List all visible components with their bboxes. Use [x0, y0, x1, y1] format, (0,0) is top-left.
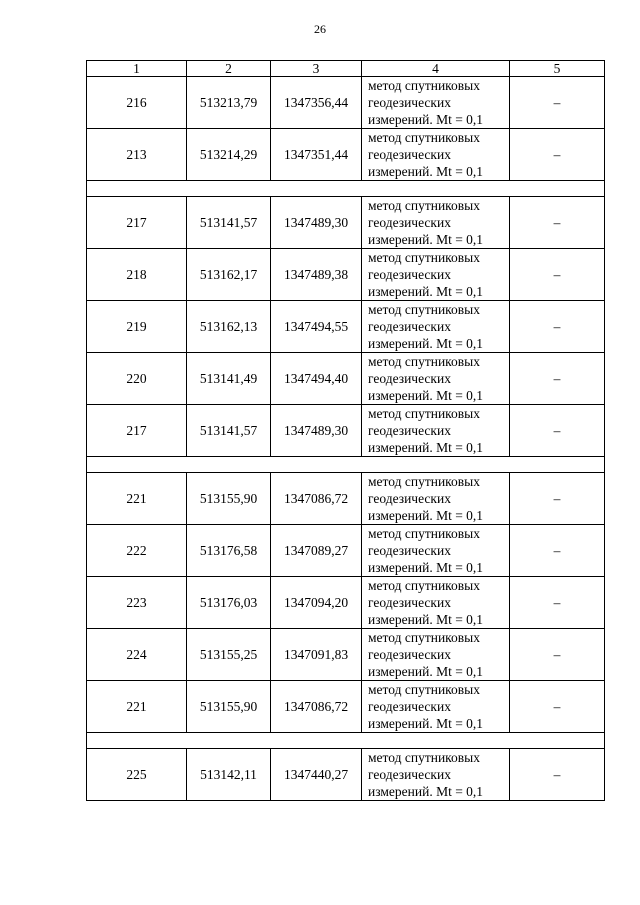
point-number-cell: 216: [87, 77, 187, 129]
method-cell: метод спутниковых геодезических измерений. Mt = 0,1: [362, 301, 510, 353]
table-row: [87, 197, 605, 249]
y-coordinate-cell: 1347489,30: [271, 405, 362, 457]
separator-cell: [87, 181, 605, 197]
point-number-cell: 221: [87, 681, 187, 733]
col5-cell: –: [510, 249, 605, 301]
x-coordinate-cell: 513142,11: [187, 749, 271, 801]
x-coordinate-cell: 513176,03: [187, 577, 271, 629]
col5-cell: –: [510, 405, 605, 457]
y-coordinate-cell: 1347489,38: [271, 249, 362, 301]
point-number-cell: 222: [87, 525, 187, 577]
point-number-cell: 223: [87, 577, 187, 629]
point-number-cell: 225: [87, 749, 187, 801]
method-cell: метод спутниковых геодезических измерений. Mt = 0,1: [362, 681, 510, 733]
y-coordinate-cell: 1347351,44: [271, 129, 362, 181]
method-cell: метод спутниковых геодезических измерений. Mt = 0,1: [362, 129, 510, 181]
y-coordinate-cell: 1347489,30: [271, 197, 362, 249]
col5-cell: –: [510, 77, 605, 129]
method-cell: метод спутниковых геодезических измерений. Mt = 0,1: [362, 405, 510, 457]
table-row: [87, 249, 605, 301]
y-coordinate-cell: 1347091,83: [271, 629, 362, 681]
y-coordinate-cell: 1347086,72: [271, 681, 362, 733]
table-row: [87, 749, 605, 801]
y-coordinate-cell: 1347094,20: [271, 577, 362, 629]
x-coordinate-cell: 513214,29: [187, 129, 271, 181]
header-col-5: 5: [510, 61, 605, 77]
table-row: [87, 301, 605, 353]
point-number-cell: 213: [87, 129, 187, 181]
x-coordinate-cell: 513213,79: [187, 77, 271, 129]
separator-cell: [87, 457, 605, 473]
table-row: [87, 473, 605, 525]
y-coordinate-cell: 1347356,44: [271, 77, 362, 129]
method-cell: метод спутниковых геодезических измерений. Mt = 0,1: [362, 473, 510, 525]
method-cell: метод спутниковых геодезических измерений. Mt = 0,1: [362, 749, 510, 801]
col5-cell: –: [510, 197, 605, 249]
method-cell: метод спутниковых геодезических измерений. Mt = 0,1: [362, 197, 510, 249]
point-number-cell: 219: [87, 301, 187, 353]
method-cell: метод спутниковых геодезических измерений. Mt = 0,1: [362, 353, 510, 405]
header-col-1: 1: [87, 61, 187, 77]
y-coordinate-cell: 1347440,27: [271, 749, 362, 801]
method-cell: метод спутниковых геодезических измерений. Mt = 0,1: [362, 249, 510, 301]
y-coordinate-cell: 1347494,55: [271, 301, 362, 353]
y-coordinate-cell: 1347494,40: [271, 353, 362, 405]
col5-cell: –: [510, 129, 605, 181]
point-number-cell: 217: [87, 405, 187, 457]
separator-row: [87, 181, 605, 197]
header-col-4: 4: [362, 61, 510, 77]
method-cell: метод спутниковых геодезических измерений. Mt = 0,1: [362, 629, 510, 681]
method-cell: метод спутниковых геодезических измерений. Mt = 0,1: [362, 577, 510, 629]
table-body: [87, 77, 605, 801]
point-number-cell: 220: [87, 353, 187, 405]
x-coordinate-cell: 513176,58: [187, 525, 271, 577]
table-row: [87, 129, 605, 181]
table-row: [87, 77, 605, 129]
col5-cell: –: [510, 473, 605, 525]
method-cell: метод спутниковых геодезических измерений. Mt = 0,1: [362, 525, 510, 577]
separator-row: [87, 733, 605, 749]
x-coordinate-cell: 513141,49: [187, 353, 271, 405]
table-row: [87, 629, 605, 681]
table-row: [87, 405, 605, 457]
col5-cell: –: [510, 577, 605, 629]
coordinates-table: [86, 60, 605, 801]
page-number: 26: [314, 22, 326, 36]
x-coordinate-cell: 513141,57: [187, 405, 271, 457]
table-row: [87, 353, 605, 405]
header-col-2: 2: [187, 61, 271, 77]
x-coordinate-cell: 513162,17: [187, 249, 271, 301]
col5-cell: –: [510, 301, 605, 353]
separator-row: [87, 457, 605, 473]
x-coordinate-cell: 513162,13: [187, 301, 271, 353]
method-cell: метод спутниковых геодезических измерений. Mt = 0,1: [362, 77, 510, 129]
point-number-cell: 221: [87, 473, 187, 525]
col5-cell: –: [510, 681, 605, 733]
point-number-cell: 217: [87, 197, 187, 249]
x-coordinate-cell: 513155,90: [187, 681, 271, 733]
col5-cell: –: [510, 629, 605, 681]
y-coordinate-cell: 1347089,27: [271, 525, 362, 577]
y-coordinate-cell: 1347086,72: [271, 473, 362, 525]
col5-cell: –: [510, 353, 605, 405]
x-coordinate-cell: 513141,57: [187, 197, 271, 249]
table-header-row: [87, 61, 605, 77]
separator-cell: [87, 733, 605, 749]
table-row: [87, 681, 605, 733]
table-row: [87, 577, 605, 629]
x-coordinate-cell: 513155,90: [187, 473, 271, 525]
table-row: [87, 525, 605, 577]
col5-cell: –: [510, 749, 605, 801]
header-col-3: 3: [271, 61, 362, 77]
x-coordinate-cell: 513155,25: [187, 629, 271, 681]
point-number-cell: 224: [87, 629, 187, 681]
col5-cell: –: [510, 525, 605, 577]
point-number-cell: 218: [87, 249, 187, 301]
